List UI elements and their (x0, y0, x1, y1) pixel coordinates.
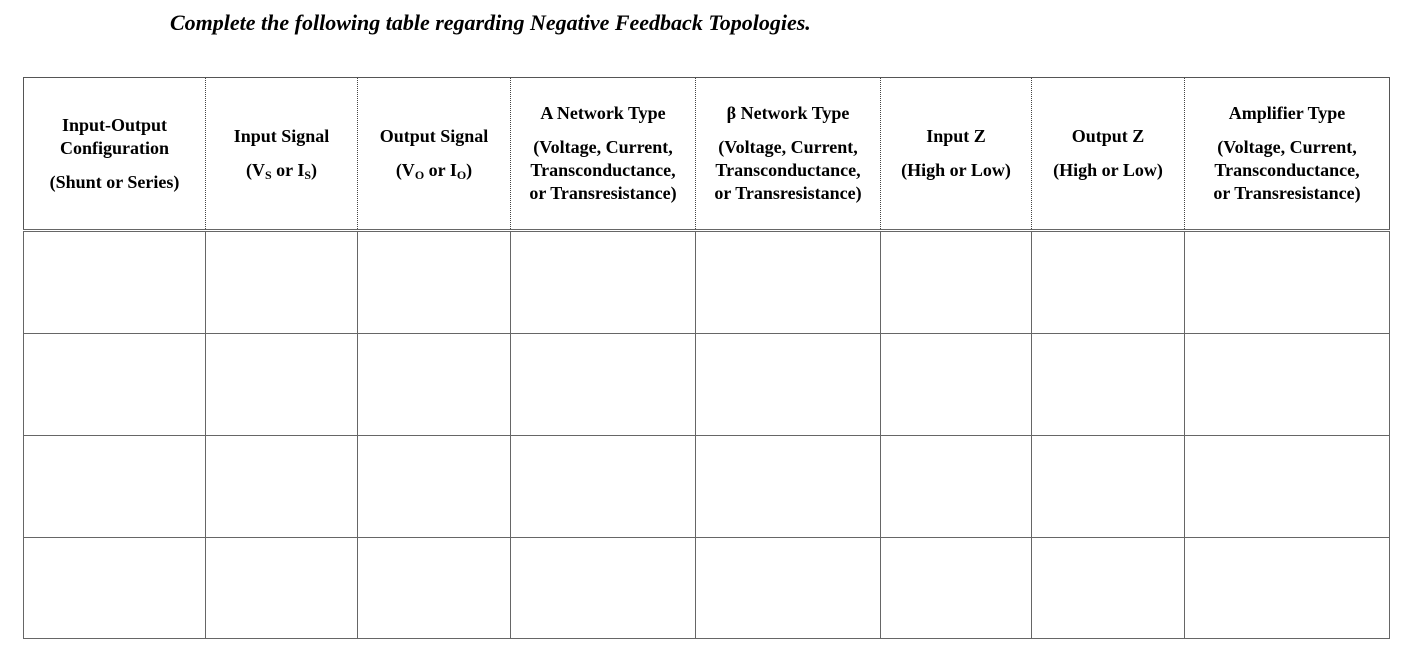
table-cell[interactable] (24, 538, 206, 639)
header-input-z (881, 78, 1032, 231)
table-cell[interactable] (696, 334, 881, 436)
table-cell[interactable] (1032, 231, 1185, 334)
header-label: Input-Output Configuration (59, 114, 169, 158)
header-input-signal (206, 78, 358, 231)
header-hint: (High or Low) (901, 160, 1011, 180)
table-cell[interactable] (358, 538, 511, 639)
header-hint: (Voltage, Current, Transconductance, or Transresistance) (529, 137, 677, 203)
table-cell[interactable] (511, 231, 696, 334)
table-cell[interactable] (358, 436, 511, 538)
table-cell[interactable] (511, 436, 696, 538)
table-cell[interactable] (696, 436, 881, 538)
header-label: Input Z (926, 126, 986, 146)
table-cell[interactable] (206, 231, 358, 334)
header-output-signal (358, 78, 511, 231)
header-label: A Network Type (540, 103, 666, 123)
table-cell[interactable] (24, 334, 206, 436)
header-a-network-type (511, 78, 696, 231)
table-row (24, 334, 1390, 436)
header-io-configuration (24, 78, 206, 231)
table-cell[interactable] (1032, 334, 1185, 436)
header-hint: (Voltage, Current, Transconductance, or Transresistance) (714, 137, 862, 203)
table-cell[interactable] (1185, 231, 1390, 334)
table-cell[interactable] (881, 538, 1032, 639)
table-cell[interactable] (206, 538, 358, 639)
table-row (24, 231, 1390, 334)
page-title: Complete the following table regarding Negative Feedback Topologies. (170, 10, 811, 35)
table-cell[interactable] (1185, 538, 1390, 639)
header-hint: ($V_S$ or $I_S$) (245, 160, 318, 182)
header-hint: (High or Low) (1053, 160, 1163, 180)
header-output-z (1032, 78, 1185, 231)
header-hint: (Shunt or Series) (49, 171, 180, 192)
table-cell[interactable] (358, 334, 511, 436)
table-cell[interactable] (511, 334, 696, 436)
table-cell[interactable] (206, 334, 358, 436)
header-label: β Network Type (726, 103, 850, 123)
table-row (24, 436, 1390, 538)
header-hint: (Voltage, Current, Transconductance, or Transresistance) (1213, 137, 1361, 203)
table-cell[interactable] (511, 538, 696, 639)
table-row (24, 538, 1390, 639)
table-cell[interactable] (881, 231, 1032, 334)
table-cell[interactable] (1185, 334, 1390, 436)
table-cell[interactable] (881, 436, 1032, 538)
header-label: Output Signal (379, 126, 489, 146)
table-cell[interactable] (358, 231, 511, 334)
header-label: Amplifier Type (1228, 103, 1346, 123)
table-cell[interactable] (1185, 436, 1390, 538)
header-hint: ($V_O$ or $I_O$) (395, 160, 473, 182)
header-amplifier-type (1185, 78, 1390, 231)
table-cell[interactable] (24, 436, 206, 538)
header-row (24, 78, 1390, 231)
feedback-topology-table (23, 77, 1390, 639)
table-cell[interactable] (696, 231, 881, 334)
table-cell[interactable] (24, 231, 206, 334)
table-cell[interactable] (206, 436, 358, 538)
header-label: Input Signal (233, 126, 330, 146)
table-cell[interactable] (1032, 538, 1185, 639)
table-cell[interactable] (881, 334, 1032, 436)
table-cell[interactable] (1032, 436, 1185, 538)
table-cell[interactable] (696, 538, 881, 639)
header-label: Output Z (1071, 126, 1145, 146)
header-beta-network-type (696, 78, 881, 231)
